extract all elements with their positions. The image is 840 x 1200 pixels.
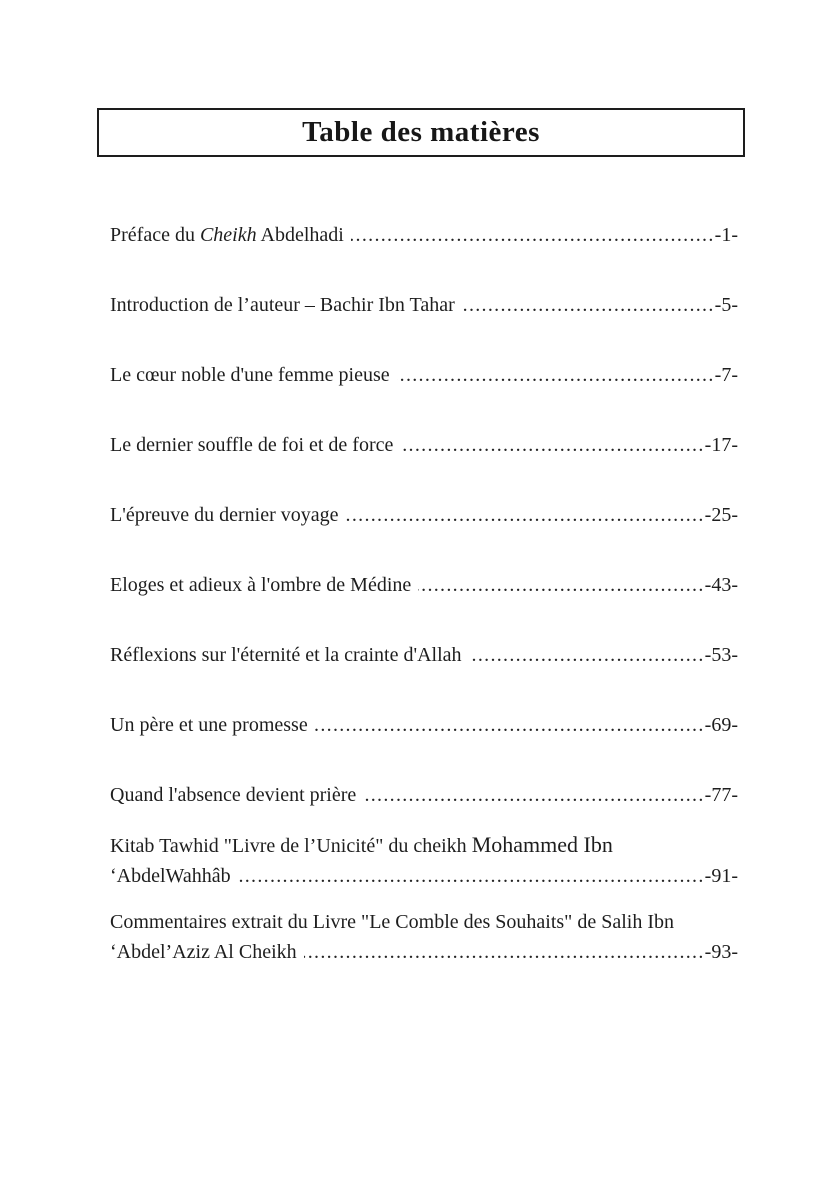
toc-entry-title-italic: Cheikh	[199, 224, 257, 246]
toc-entry	[110, 290, 738, 320]
toc-entry-title: Le cœur noble d'une femme pieuse	[110, 364, 390, 386]
dot-leader	[400, 430, 704, 460]
toc-entry-page: -93-	[704, 941, 738, 963]
dot-leader	[397, 360, 715, 390]
toc-entry-page: -17-	[704, 434, 738, 456]
toc-entry-page: -77-	[704, 784, 738, 806]
toc-entry-page: -91-	[704, 865, 738, 887]
toc-entry-title-line2: ‘Abdel’Aziz Al Cheikh	[110, 941, 297, 963]
toc-entry	[110, 500, 738, 530]
dot-leader	[469, 640, 705, 670]
toc-entry-page: -69-	[704, 714, 738, 736]
toc-entry-title: L'épreuve du dernier voyage	[110, 504, 339, 526]
toc-entry	[110, 710, 738, 740]
page-title: Table des matières	[302, 116, 540, 148]
toc-entry-title: Quand l'absence devient prière	[110, 784, 357, 806]
dot-leader	[462, 290, 715, 320]
toc-entry-page: -5-	[714, 294, 738, 316]
toc-entry-title-emphasis: Mohammed Ibn	[471, 832, 613, 857]
dot-leader	[351, 220, 715, 250]
dot-leader	[238, 861, 705, 891]
toc-list	[110, 220, 738, 967]
toc-entry	[110, 570, 738, 600]
toc-entry-title: Introduction de l’auteur – Bachir Ibn Tahar	[110, 294, 455, 316]
toc-entry	[110, 640, 738, 670]
dot-leader	[315, 710, 705, 740]
toc-entry-title-post: Abdelhadi	[256, 224, 344, 246]
toc-entry	[110, 220, 738, 250]
toc-entry-page: -53-	[704, 644, 738, 666]
toc-entry-title-line1	[110, 830, 738, 861]
toc-entry-page: -7-	[714, 364, 738, 386]
toc-entry	[110, 830, 738, 891]
toc-entry-title: Réflexions sur l'éternité et la crainte d'Allah	[110, 644, 462, 666]
toc-entry-title: Un père et une promesse	[110, 714, 308, 736]
toc-entry	[110, 360, 738, 390]
toc-entry-page: -43-	[704, 574, 738, 596]
toc-entry	[110, 780, 738, 810]
toc-entry-title-line2: ‘AbdelWahhâb	[110, 865, 231, 887]
toc-entry-title-line1: Commentaires extrait du Livre "Le Comble des Souhaits" de Salih Ibn	[110, 911, 674, 933]
dot-leader	[346, 500, 705, 530]
toc-entry-title: Le dernier souffle de foi et de force	[110, 434, 394, 456]
dot-leader	[418, 570, 704, 600]
dot-leader	[304, 937, 705, 967]
toc-entry-title-pre: Préface du	[110, 224, 200, 246]
page-title-box	[97, 108, 745, 157]
toc-entry-page: -1-	[714, 224, 738, 246]
toc-entry-title: Eloges et adieux à l'ombre de Médine	[110, 574, 412, 596]
toc-entry-page: -25-	[704, 504, 738, 526]
toc-entry	[110, 907, 738, 967]
dot-leader	[363, 780, 704, 810]
toc-entry	[110, 430, 738, 460]
toc-entry-title	[110, 220, 344, 250]
toc-entry-title-pre: Kitab Tawhid "Livre de l’Unicité" du cheikh	[110, 835, 472, 857]
